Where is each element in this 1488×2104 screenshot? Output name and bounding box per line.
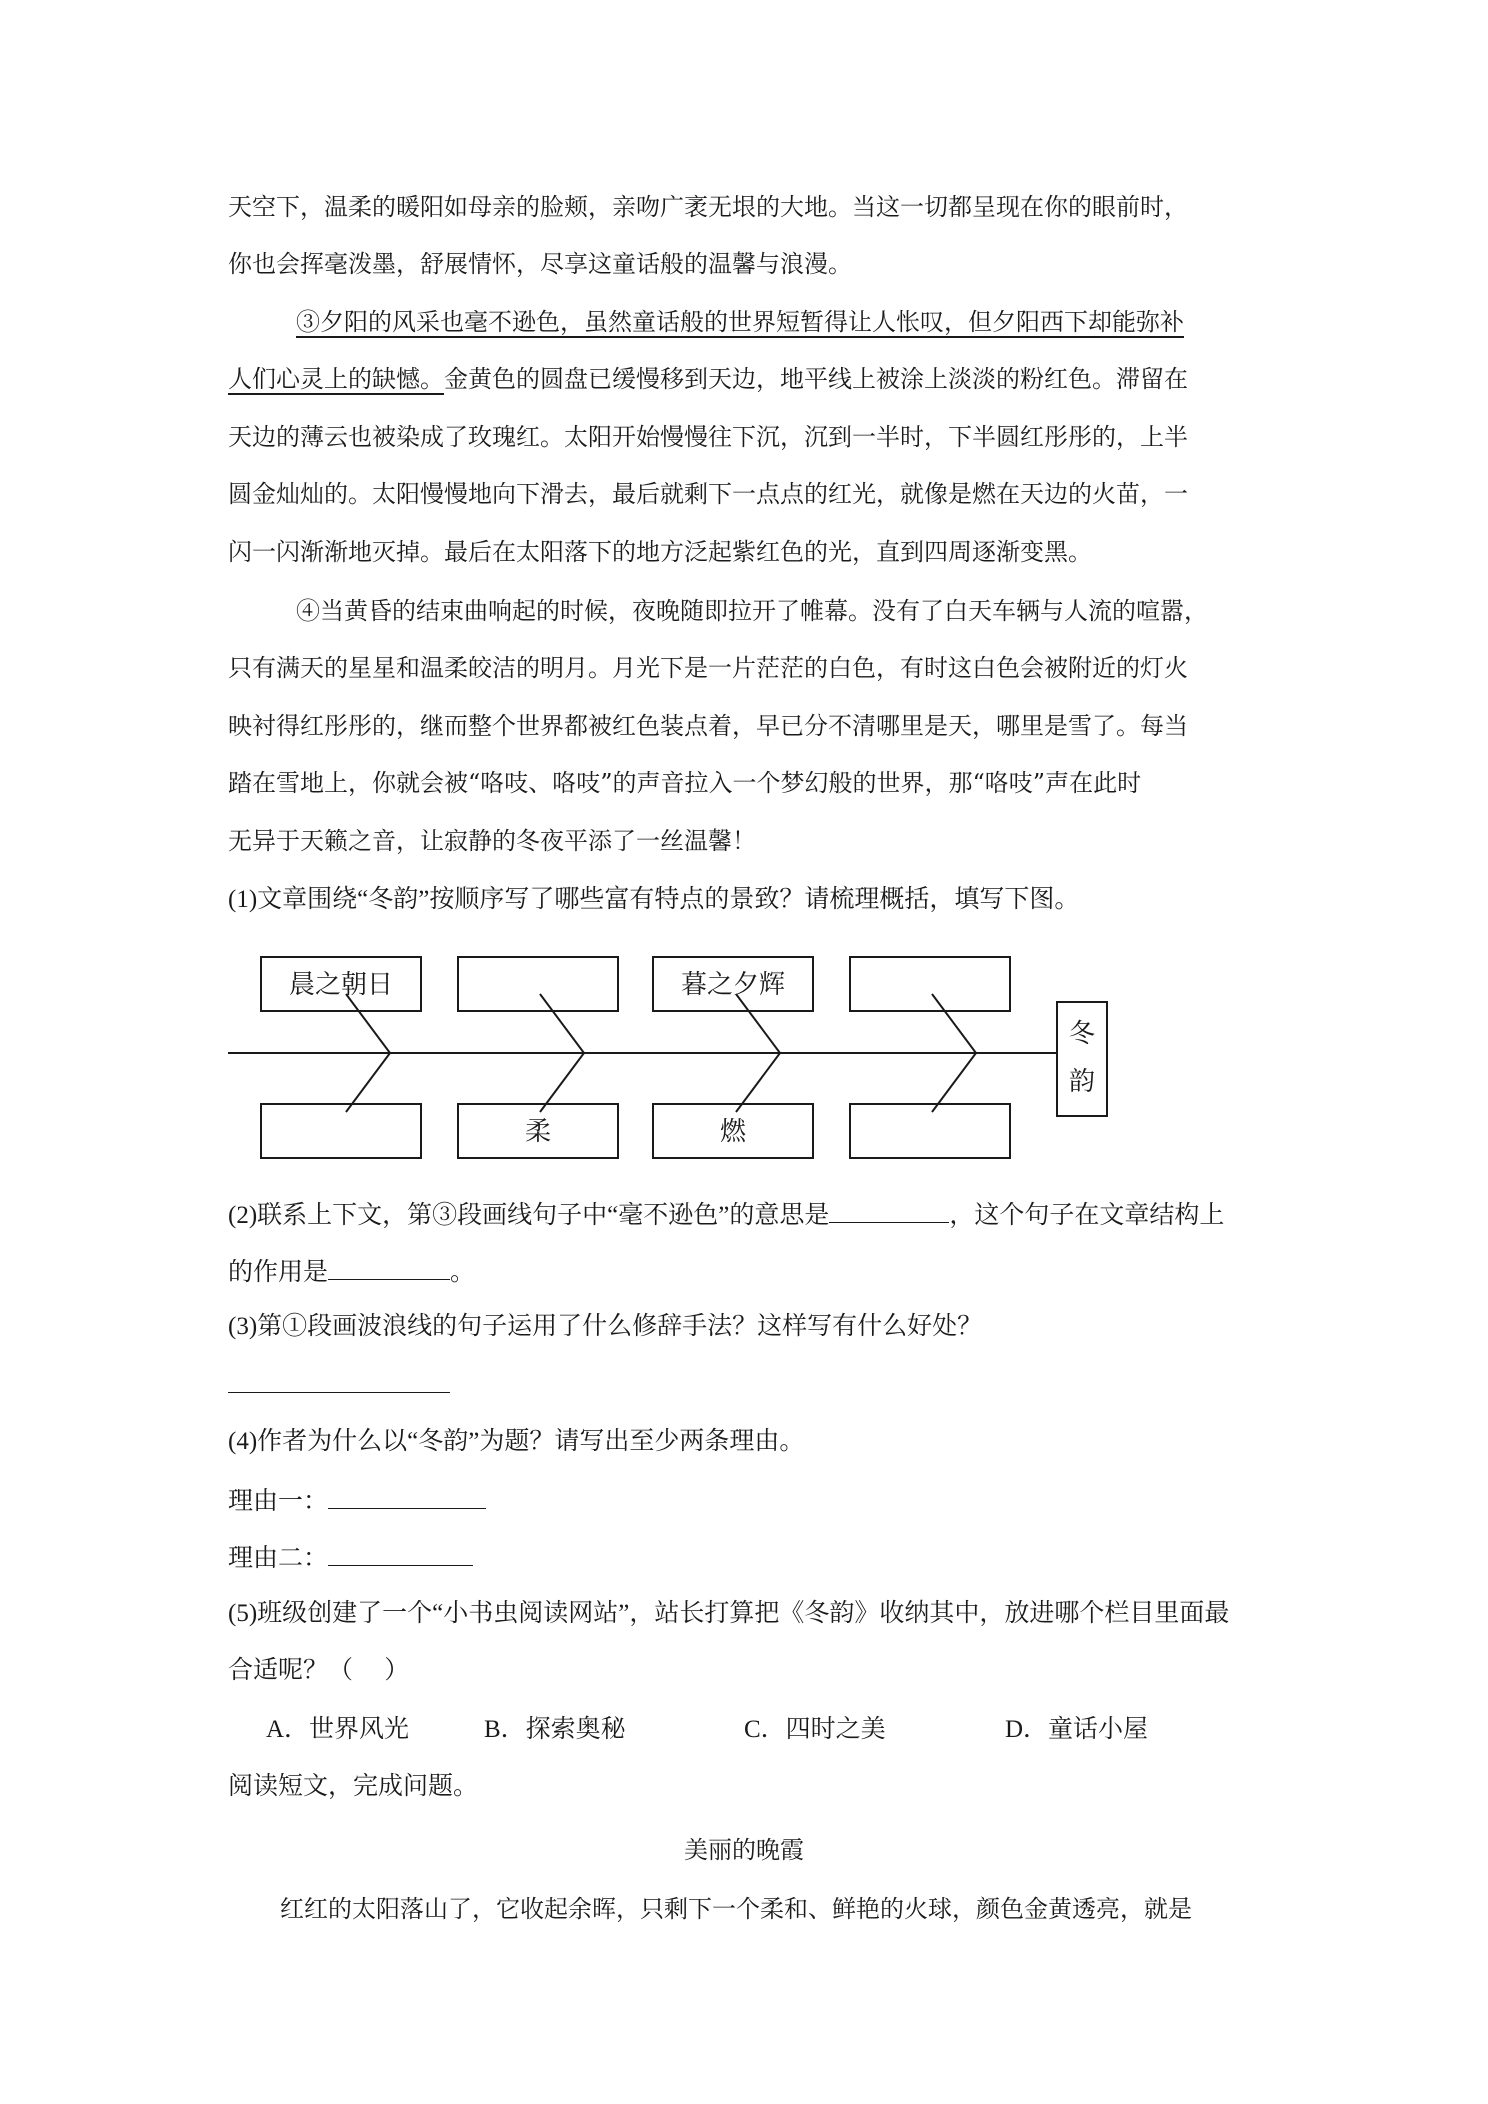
bottom-label-2: 柔 — [524, 1117, 552, 1146]
reason-1 — [228, 1482, 1268, 1519]
top-box-4 — [850, 957, 1010, 1011]
passage-text: 踏在雪地上，你就会被“咯吱、咯吱”的声音拉入一个梦幻般的世界，那“咯吱”声在此时 — [228, 769, 1142, 797]
question-2-text: ，这个句子在文章结构上 — [949, 1202, 1225, 1229]
passage-title: 美丽的晚霞 — [684, 1836, 804, 1864]
passage-text: 无异于天籁之音，让寂静的冬夜平添了一丝温馨！ — [228, 827, 756, 855]
reason-1-label: 理由一： — [228, 1488, 329, 1515]
question-3: (3)第①段画波浪线的句子运用了什么修辞手法？这样写有什么好处？ — [228, 1313, 983, 1340]
underlined-sentence: 人们心灵上的缺憾。 — [228, 365, 444, 393]
question-2-text: (2)联系上下文，第③段画线句子中“毫不逊色”的意思是 — [228, 1202, 830, 1229]
passage-text: 你也会挥毫泼墨，舒展情怀，尽享这童话般的温馨与浪漫。 — [228, 250, 852, 278]
question-5-cont: 合适呢？（ ） — [228, 1657, 410, 1684]
passage-text: 金黄色的圆盘已缓慢移到天边，地平线上被涂上淡淡的粉红色。滞留在 — [444, 365, 1188, 393]
question-2-cont — [228, 1253, 1268, 1290]
passage-text: 红红的太阳落山了，它收起余晖，只剩下一个柔和、鲜艳的火球，颜色金黄透亮，就是 — [280, 1895, 1192, 1923]
answer-blank[interactable] — [228, 1392, 450, 1393]
underlined-sentence: ③夕阳的风采也毫不逊色，虽然童话般的世界短暂得让人怅叹，但夕阳西下却能弥补 — [296, 308, 1184, 336]
option-c[interactable]: C．四时之美 — [744, 1716, 886, 1743]
top-box-2 — [458, 957, 618, 1011]
question-4: (4)作者为什么以“冬韵”为题？请写出至少两条理由。 — [228, 1428, 805, 1455]
reason-2-label: 理由二： — [228, 1545, 329, 1572]
reason-2 — [228, 1539, 1268, 1576]
passage-text: 天空下，温柔的暖阳如母亲的脸颊，亲吻广袤无垠的大地。当这一切都呈现在你的眼前时， — [228, 193, 1188, 221]
question-2-text: 的作用是 — [228, 1259, 329, 1286]
answer-blank[interactable] — [328, 1482, 486, 1509]
question-2 — [228, 1196, 1268, 1233]
option-a[interactable]: A．世界风光 — [266, 1716, 410, 1743]
bottom-box-4 — [850, 1104, 1010, 1158]
passage-text: 闪一闪渐渐地灭掉。最后在太阳落下的地方泛起紫红色的光，直到四周逐渐变黑。 — [228, 538, 1092, 566]
option-d[interactable]: D．童话小屋 — [1005, 1716, 1149, 1743]
head-char-2: 韵 — [1068, 1067, 1096, 1096]
question-5: (5)班级创建了一个“小书虫阅读网站”，站长打算把《冬韵》收纳其中，放进哪个栏目里面最 — [228, 1600, 1230, 1627]
reading-instruction: 阅读短文，完成问题。 — [228, 1773, 479, 1800]
passage-text: 只有满天的星星和温柔皎洁的明月。月光下是一片茫茫的白色，有时这白色会被附近的灯火 — [228, 654, 1188, 682]
question-1: (1)文章围绕“冬韵”按顺序写了哪些富有特点的景致？请梳理概括，填写下图。 — [228, 886, 1080, 913]
bottom-box-1 — [261, 1104, 421, 1158]
question-2-text: 。 — [450, 1259, 476, 1286]
passage-text: 天边的薄云也被染成了玫瑰红。太阳开始慢慢往下沉，沉到一半时，下半圆红彤彤的，上半 — [228, 423, 1188, 451]
top-label-1: 晨之朝日 — [288, 970, 394, 999]
answer-blank[interactable] — [328, 1253, 450, 1280]
head-char-1: 冬 — [1068, 1019, 1096, 1048]
passage-text: 圆金灿灿的。太阳慢慢地向下滑去，最后就剩下一点点的红光，就像是燃在天边的火苗，一 — [228, 480, 1188, 508]
answer-blank[interactable] — [829, 1196, 949, 1223]
answer-blank[interactable] — [328, 1539, 473, 1566]
top-label-3: 暮之夕辉 — [680, 970, 786, 999]
passage-text: ④当黄昏的结束曲响起的时候，夜晚随即拉开了帷幕。没有了白天车辆与人流的喧嚣， — [296, 597, 1208, 625]
bottom-label-3: 燃 — [719, 1117, 747, 1146]
option-b[interactable]: B．探索奥秘 — [484, 1716, 626, 1743]
passage-text: 映衬得红彤彤的，继而整个世界都被红色装点着，早已分不清哪里是天，哪里是雪了。每当 — [228, 712, 1188, 740]
